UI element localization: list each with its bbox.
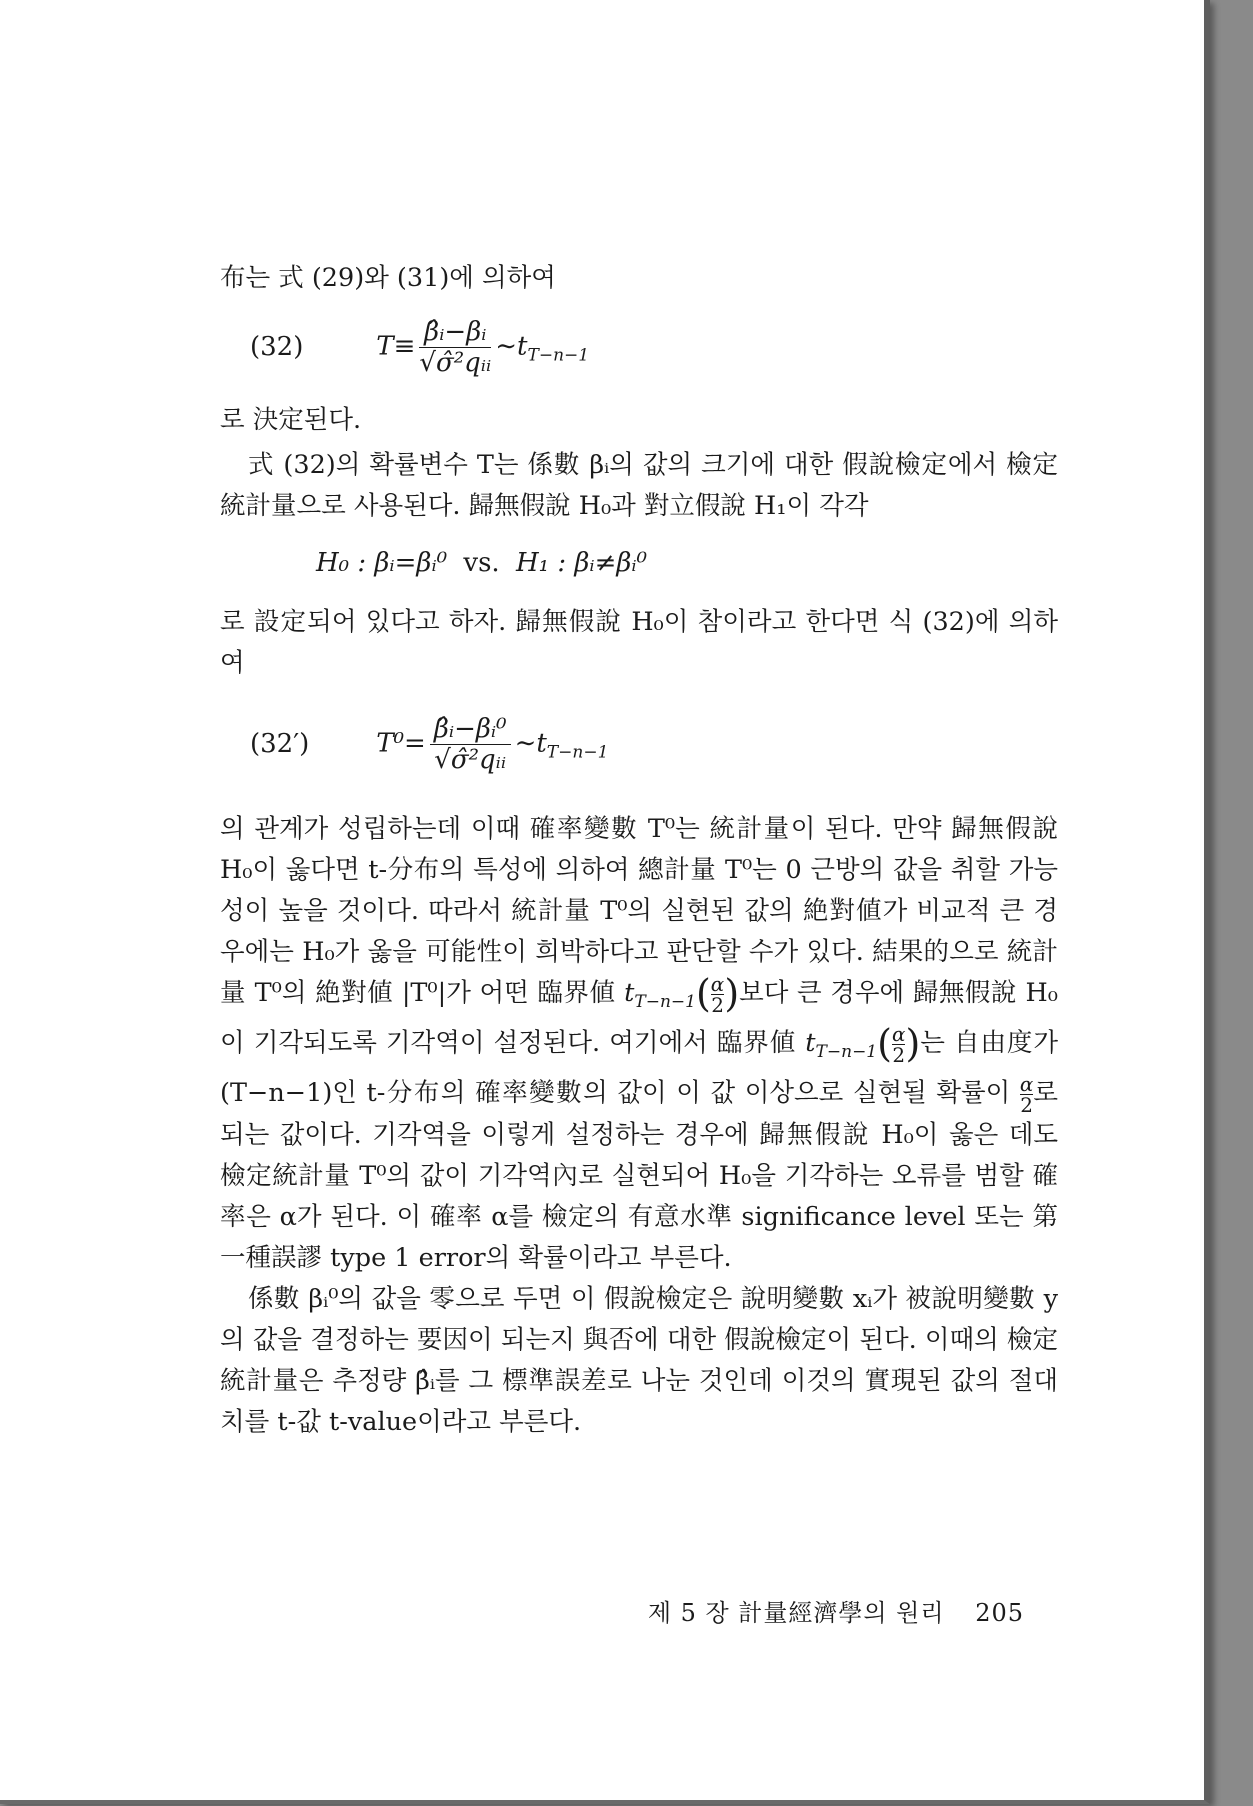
equation-rhs-subscript: T−n−1	[546, 742, 609, 763]
paragraph-text: 보다 큰 경우에 歸無假說 H₀이 기각되도록 기각역이 설정된다. 여기에서 臨界値	[220, 978, 1059, 1059]
fraction-denominator: 2	[892, 1042, 906, 1067]
null-hypothesis: H₀ : βᵢ=βᵢ⁰	[316, 548, 448, 578]
paragraph	[220, 809, 1058, 1279]
page-footer	[220, 1593, 1024, 1628]
paragraph: 係數 βᵢ⁰의 값을 零으로 두면 이 假說檢定은 說明變數 xᵢ가 被說明變數 y의 값을 결정하는 要因이 되는지 與否에 대한 假說檢定이 된다. 이때의 檢定統計量은 추정량 β̂ᵢ를 그 標準誤差로 나눈 것인데 이것의 實現된 값의 절대치를 t-값 t-value이라고 부른다.	[220, 1283, 1058, 1437]
paragraph-text: 로 되는 값이다. 기각역을 이렇게 설정하는 경우에 歸無假說 H₀이 옳은 데도 檢定統計量 T⁰의 값이 기각역內로 실현되어 H₀을 기각하는 오류를 범할 確率은 α가 된다. 이 確率 α를 檢定의 有意水準 significance level 또는 第一種誤謬 type 1 error의 확률이라고 부른다.	[220, 1078, 1058, 1273]
paren-right: )	[724, 971, 740, 1016]
equation-32	[220, 317, 1058, 378]
critical-value-t: t	[624, 978, 635, 1008]
fraction-numerator: β̂ᵢ−βᵢ⁰	[430, 714, 511, 745]
hypothesis-line	[316, 543, 1058, 584]
alpha-over-two	[891, 1021, 906, 1067]
fraction-denominator: √σ̂²qᵢᵢ	[434, 745, 507, 775]
critical-value-subscript: T−n−1	[815, 1042, 878, 1063]
text-line: 로 決定된다.	[220, 405, 362, 435]
chapter-title: 제 5 장 計量經濟學의 원리	[647, 1599, 945, 1627]
equation-number: (32′)	[250, 728, 310, 759]
fraction-numerator: α	[1019, 1071, 1034, 1096]
equation-number: (32)	[250, 331, 304, 362]
equation-lhs: T≡	[376, 331, 416, 362]
equation-fraction	[419, 317, 491, 378]
paren-left: (	[877, 1021, 892, 1066]
page-number: 205	[975, 1599, 1024, 1627]
fraction-numerator: α	[710, 971, 725, 996]
paragraph-text: 의 관계가 성립하는데 이때 確率變數 T⁰는 統計量이 된다. 만약 歸無假說 H₀이 옳다면 t-分布의 특성에 의하여 總計量 T⁰는 0 근방의 값을 취할 가능성이 높을 것이다. 따라서 統計量 T⁰의 실현된 값의 絶對値가 비교적 큰 경우에는 H₀가 옳을 可能性이 희박하다고 판단할 수가 있다. 結果的으로 統計量 T⁰의 絶對値 |T⁰|가 어떤 臨界値	[220, 814, 1058, 1008]
fraction-numerator: β̂ᵢ−βᵢ	[419, 317, 491, 348]
paragraph-text: 는 自由度가 (T−n−1)인 t-分布의 確率變數의 값이 이 값 이상으로 실현될 확률이	[220, 1028, 1059, 1109]
paren-left: (	[695, 971, 711, 1016]
alpha-over-two	[710, 971, 725, 1017]
equation-fraction	[430, 714, 511, 775]
fraction-numerator: α	[891, 1021, 906, 1046]
equation-lhs: T⁰=	[376, 728, 426, 759]
critical-value-subscript: T−n−1	[634, 992, 696, 1013]
versus-label: vs.	[463, 548, 500, 578]
equation-rhs-subscript: T−n−1	[527, 345, 590, 366]
paragraph: 로 設定되어 있다고 하자. 歸無假說 H₀이 참이라고 한다면 식 (32)에 의하여	[220, 607, 1058, 678]
alpha-over-two	[1019, 1071, 1034, 1117]
fraction-denominator: 2	[711, 992, 724, 1017]
fraction-denominator: 2	[1020, 1092, 1033, 1117]
equation-rhs: ∼t	[495, 331, 528, 362]
text-line: 布는 式 (29)와 (31)에 의하여	[220, 263, 556, 293]
paragraph: 式 (32)의 확률변수 T는 係數 βᵢ의 값의 크기에 대한 假說檢定에서 檢定統計量으로 사용된다. 歸無假說 H₀과 對立假說 H₁이 각각	[220, 450, 1058, 521]
fraction-denominator: √σ̂²qᵢᵢ	[419, 348, 492, 378]
alternative-hypothesis: H₁ : βᵢ≠βᵢ⁰	[515, 548, 648, 578]
critical-value-t: t	[805, 1028, 816, 1059]
paren-right: )	[905, 1021, 921, 1066]
equation-32-prime	[220, 714, 1058, 775]
equation-rhs: ∼t	[514, 728, 547, 759]
page-body	[220, 258, 1058, 1443]
